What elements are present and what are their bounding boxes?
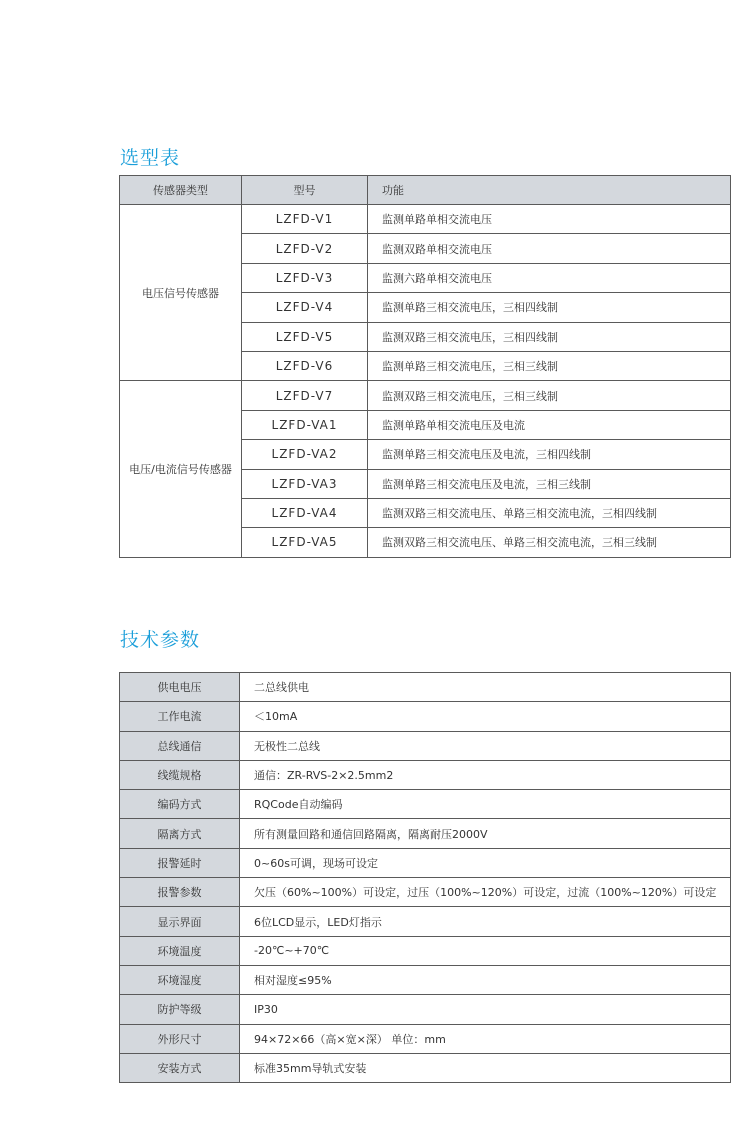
param-key: 外形尺寸: [120, 1024, 240, 1053]
selection-title: 选型表: [120, 147, 181, 169]
param-key: 工作电流: [120, 702, 240, 731]
table-row: [120, 1053, 731, 1082]
function-cell: 监测单路单相交流电压: [368, 205, 731, 234]
model-cell: LZFD-VA4: [242, 498, 368, 527]
tech-params-table: [119, 672, 731, 1083]
param-value: 6位LCD显示，LED灯指示: [240, 907, 731, 936]
table-row: [120, 907, 731, 936]
function-cell: 监测单路单相交流电压及电流: [368, 410, 731, 439]
table-row: [120, 965, 731, 994]
model-cell: LZFD-V3: [242, 263, 368, 292]
param-key: 安装方式: [120, 1053, 240, 1082]
category-cell: 电压信号传感器: [120, 205, 242, 381]
function-cell: 监测单路三相交流电压及电流，三相四线制: [368, 440, 731, 469]
table-row: [120, 936, 731, 965]
param-value: 二总线供电: [240, 673, 731, 702]
param-value: IP30: [240, 995, 731, 1024]
table-row: [120, 702, 731, 731]
table-row: [120, 819, 731, 848]
function-cell: 监测双路三相交流电压，三相四线制: [368, 322, 731, 351]
model-cell: LZFD-V7: [242, 381, 368, 410]
param-value: ＜10mA: [240, 702, 731, 731]
param-value: 所有测量回路和通信回路隔离，隔离耐压2000V: [240, 819, 731, 848]
param-key: 环境湿度: [120, 965, 240, 994]
header-function: 功能: [368, 176, 731, 205]
model-cell: LZFD-VA5: [242, 528, 368, 557]
model-cell: LZFD-VA2: [242, 440, 368, 469]
param-value: -20℃~+70℃: [240, 936, 731, 965]
table-header-row: [120, 176, 731, 205]
param-key: 供电电压: [120, 673, 240, 702]
function-cell: 监测双路三相交流电压、单路三相交流电流，三相三线制: [368, 528, 731, 557]
function-cell: 监测双路单相交流电压: [368, 234, 731, 263]
function-cell: 监测六路单相交流电压: [368, 263, 731, 292]
table-row: [120, 878, 731, 907]
model-cell: LZFD-V6: [242, 351, 368, 380]
table-row: [120, 1024, 731, 1053]
model-cell: LZFD-VA1: [242, 410, 368, 439]
param-value: 无极性二总线: [240, 731, 731, 760]
param-value: 相对湿度≤95%: [240, 965, 731, 994]
header-sensor-type: 传感器类型: [120, 176, 242, 205]
header-model: 型号: [242, 176, 368, 205]
table-row: [120, 205, 731, 234]
param-value: 0~60s可调，现场可设定: [240, 848, 731, 877]
selection-table: [119, 175, 731, 558]
category-cell: 电压/电流信号传感器: [120, 381, 242, 557]
table-row: [120, 995, 731, 1024]
table-row: [120, 848, 731, 877]
param-key: 总线通信: [120, 731, 240, 760]
model-cell: LZFD-V2: [242, 234, 368, 263]
table-row: [120, 381, 731, 410]
function-cell: 监测单路三相交流电压，三相三线制: [368, 351, 731, 380]
function-cell: 监测双路三相交流电压、单路三相交流电流，三相四线制: [368, 498, 731, 527]
function-cell: 监测单路三相交流电压，三相四线制: [368, 293, 731, 322]
param-value: RQCode自动编码: [240, 790, 731, 819]
model-cell: LZFD-VA3: [242, 469, 368, 498]
param-key: 隔离方式: [120, 819, 240, 848]
model-cell: LZFD-V1: [242, 205, 368, 234]
param-value: 94×72×66（高×宽×深） 单位：mm: [240, 1024, 731, 1053]
param-value: 标准35mm导轨式安装: [240, 1053, 731, 1082]
param-key: 显示界面: [120, 907, 240, 936]
param-value: 通信：ZR-RVS-2×2.5mm2: [240, 760, 731, 789]
model-cell: LZFD-V4: [242, 293, 368, 322]
table-row: [120, 731, 731, 760]
param-key: 报警参数: [120, 878, 240, 907]
table-row: [120, 673, 731, 702]
table-row: [120, 760, 731, 789]
param-key: 线缆规格: [120, 760, 240, 789]
tech-params-title: 技术参数: [120, 629, 201, 651]
param-key: 报警延时: [120, 848, 240, 877]
function-cell: 监测双路三相交流电压，三相三线制: [368, 381, 731, 410]
function-cell: 监测单路三相交流电压及电流，三相三线制: [368, 469, 731, 498]
param-key: 环境温度: [120, 936, 240, 965]
param-key: 防护等级: [120, 995, 240, 1024]
model-cell: LZFD-V5: [242, 322, 368, 351]
table-row: [120, 790, 731, 819]
param-value: 欠压（60%~100%）可设定，过压（100%~120%）可设定，过流（100%~120%）可设定: [240, 878, 731, 907]
param-key: 编码方式: [120, 790, 240, 819]
